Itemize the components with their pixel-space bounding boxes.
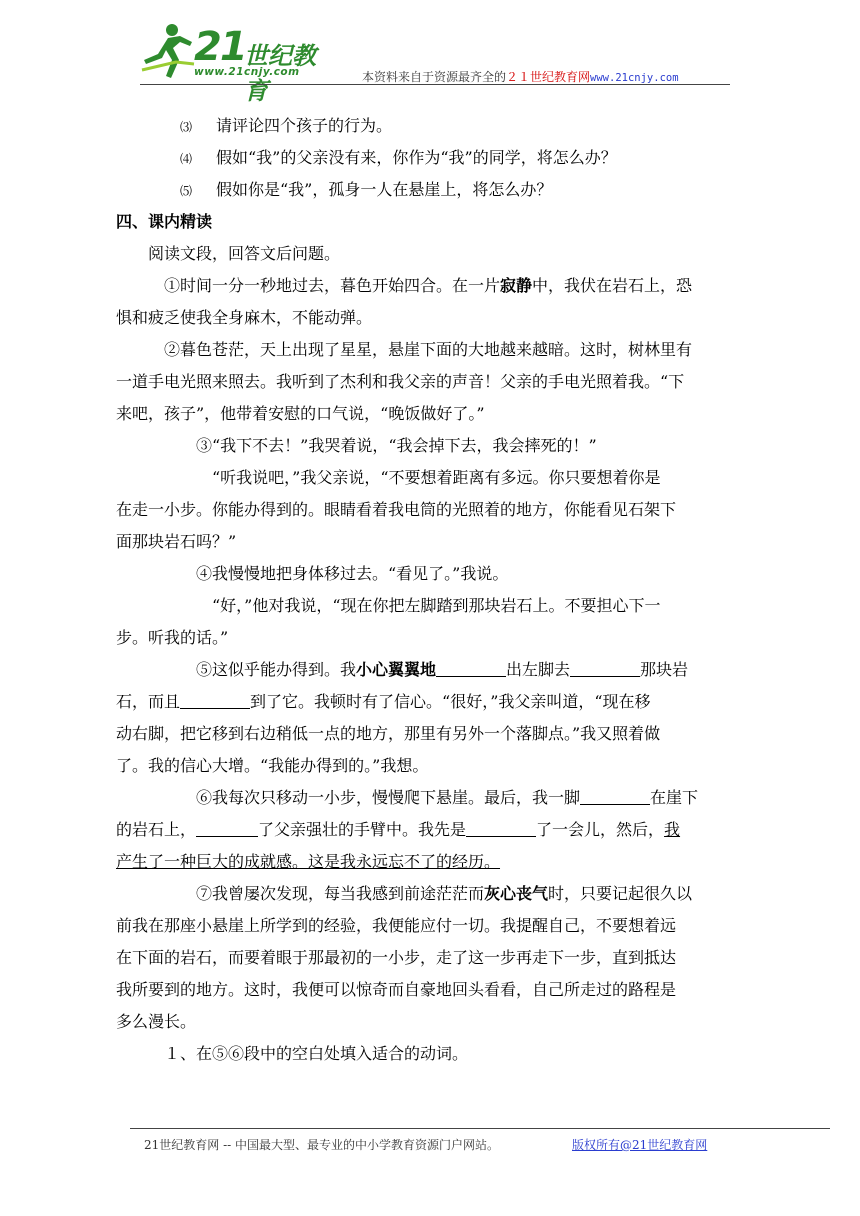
fill-blank[interactable] <box>196 820 258 837</box>
site-logo <box>136 18 336 105</box>
passage-line: ⑥我每次只移动一小步，慢慢爬下悬崖。最后，我一脚 在崖下 <box>196 788 699 807</box>
footer-text: 21世纪教育网 -- 中国最大型、最专业的中小学教育资源门户网站。 <box>144 1138 500 1152</box>
passage-line: 惧和疲乏使我全身麻木，不能动弹。 <box>116 308 373 327</box>
question-number: ⑷ <box>180 152 193 166</box>
question-4 <box>180 148 617 169</box>
passage-line: ③“我下不去！”我哭着说，“我会掉下去，我会摔死的！” <box>196 436 597 455</box>
fill-blank[interactable] <box>436 660 506 677</box>
header-brand-link[interactable]: ２１世纪教育网 <box>506 70 591 84</box>
logo-url: www.21cnjy.com <box>194 66 300 78</box>
question-text: 请评论四个孩子的行为。 <box>216 116 393 135</box>
header-divider <box>140 84 730 85</box>
passage-line: 的岩石上， 了父亲强壮的手臂中。我先是 了一会儿，然后，我 <box>116 820 681 839</box>
passage-line: 我所要到的地方。这时，我便可以惊奇而自豪地回头看看，自己所走过的路程是 <box>116 980 677 999</box>
question-number: ⑸ <box>180 184 193 198</box>
passage-line: ②暮色苍茫，天上出现了星星，悬崖下面的大地越来越暗。这时，树林里有 <box>164 340 693 359</box>
passage-line: 了。我的信心大增。“我能办得到的。”我想。 <box>116 756 429 775</box>
underlined-text: 产生了一种巨大的成就感。这是我永远忘不了的经历。 <box>116 852 501 871</box>
question-text: 假如“我”的父亲没有来，你作为“我”的同学，将怎么办？ <box>216 148 617 167</box>
bold-word: 寂静 <box>500 276 533 295</box>
logo-text-cn: 世纪教育 <box>244 42 316 105</box>
section-instruction: 阅读文段，回答文后问题。 <box>148 244 341 263</box>
passage-line: “听我说吧，”我父亲说，“不要想着距离有多远。你只要想着你是 <box>212 468 661 487</box>
fill-blank[interactable] <box>180 692 250 709</box>
passage-line: ⑦我曾屡次发现，每当我感到前途茫茫而灰心丧气时，只要记起很久以 <box>196 884 693 903</box>
bold-word: 灰心丧气 <box>484 884 549 903</box>
bold-word: 小心翼翼地 <box>356 660 437 679</box>
question-number: ⑶ <box>180 120 193 134</box>
question-1: １、在⑤⑥段中的空白处填入适合的动词。 <box>164 1044 469 1063</box>
underlined-text: 我 <box>664 820 681 839</box>
header-url-link[interactable]: www.21cnjy.com <box>590 72 679 84</box>
header-notice-text: 本资料来自于资源最齐全的 <box>362 70 507 84</box>
question-5 <box>180 180 552 201</box>
fill-blank[interactable] <box>570 660 640 677</box>
header-notice <box>362 68 679 85</box>
fill-blank[interactable] <box>466 820 536 837</box>
passage-line: “好，”他对我说，“现在你把左脚踏到那块岩石上。不要担心下一 <box>212 596 661 615</box>
passage-line: 多么漫长。 <box>116 1012 197 1031</box>
runner-logo-icon <box>136 20 196 82</box>
section-heading: 四、课内精读 <box>116 212 213 231</box>
fill-blank[interactable] <box>580 788 650 805</box>
question-text: 假如你是“我”，孤身一人在悬崖上，将怎么办？ <box>216 180 553 199</box>
passage-line: 面那块岩石吗？” <box>116 532 237 551</box>
passage-line: 来吧，孩子”，他带着安慰的口气说，“晚饭做好了。” <box>116 404 485 423</box>
logo-text-21: 21 <box>194 24 246 70</box>
footer-divider <box>130 1128 830 1129</box>
passage-line: ④我慢慢地把身体移过去。“看见了。”我说。 <box>196 564 509 583</box>
passage-line: 一道手电光照来照去。我听到了杰利和我父亲的声音！父亲的手电光照着我。“下 <box>116 372 685 391</box>
passage-line: 步。听我的话。” <box>116 628 229 647</box>
footer-copyright-link[interactable]: 版权所有@21世纪教育网 <box>572 1138 708 1152</box>
passage-line: 在走一小步。你能办得到的。眼睛看着我电筒的光照着的地方，你能看见石架下 <box>116 500 677 519</box>
passage-line: ①时间一分一秒地过去，暮色开始四合。在一片寂静中，我伏在岩石上，恐 <box>164 276 693 295</box>
passage-line: 动右脚，把它移到右边稍低一点的地方，那里有另外一个落脚点。”我又照着做 <box>116 724 661 743</box>
passage-line: ⑤这似乎能办得到。我小心翼翼地 出左脚去 那块岩 <box>196 660 689 679</box>
question-3 <box>180 116 392 137</box>
passage-line: 石，而且 到了它。我顿时有了信心。“很好，”我父亲叫道，“现在移 <box>116 692 651 711</box>
passage-line: 在下面的岩石，而要着眼于那最初的一小步，走了这一步再走下一步，直到抵达 <box>116 948 677 967</box>
passage-line: 前我在那座小悬崖上所学到的经验，我便能应付一切。我提醒自己，不要想着远 <box>116 916 677 935</box>
